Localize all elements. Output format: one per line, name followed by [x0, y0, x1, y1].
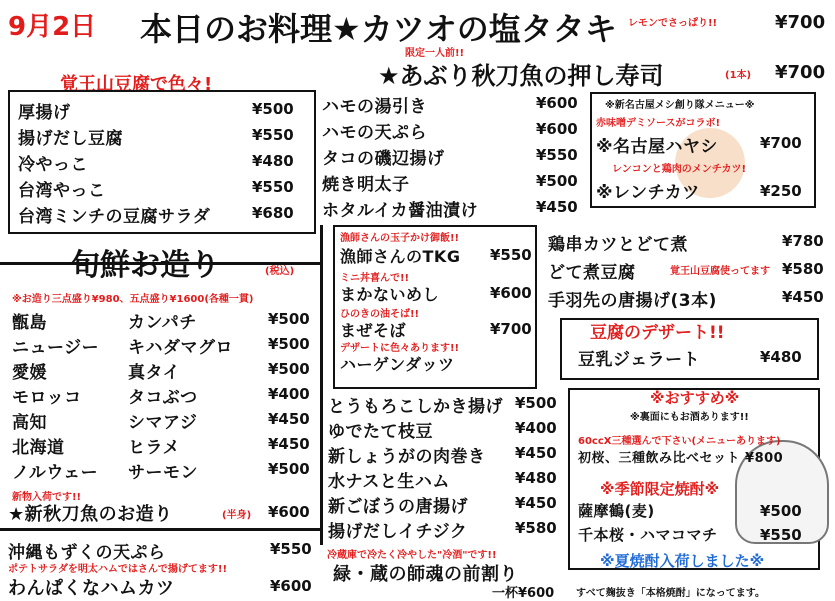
kushi-item-note: 覚王山豆腐使ってます — [670, 266, 770, 277]
fried-item-name: 新ごぼうの唐揚げ — [328, 497, 468, 517]
page-title: 本日のお料理★カツオの塩タタキ — [140, 10, 617, 48]
special-price: ¥700 — [775, 62, 826, 83]
sashimi-price: ¥500 — [268, 310, 310, 328]
hamo-item-name: タコの磯辺揚げ — [322, 149, 445, 169]
sashimi-price: ¥450 — [268, 410, 310, 428]
rice-heading: 漁師さんの玉子かけ御飯!! — [340, 233, 460, 244]
sashimi-new-qty: (半身) — [222, 510, 252, 521]
hamo-item-name: ハモの天ぷら — [322, 123, 427, 143]
sashimi-new-note: 新物入荷です!! — [12, 492, 82, 503]
nagoya-price2: ¥250 — [760, 182, 802, 200]
divider-vertical — [320, 225, 323, 545]
rice-item-price: ¥700 — [490, 320, 532, 338]
rice-item-note: デザートに色々あります!! — [340, 343, 460, 354]
sake-item: 緑・蔵の師魂の前割り — [333, 564, 518, 585]
fried-item-name: とうもろこしかき揚げ — [328, 397, 503, 417]
fried-item-price: ¥480 — [515, 469, 557, 487]
hamo-item-price: ¥450 — [536, 198, 578, 216]
sashimi-fish: カンパチ — [128, 313, 197, 333]
tofu-item-price: ¥480 — [252, 152, 294, 170]
sashimi-note: ※お造り三点盛り¥980、五点盛り¥1600(各種一貫) — [12, 294, 254, 305]
sashimi-fish: タコぶつ — [128, 388, 198, 408]
bottom-left-item2: わんぱくなハムカツ — [8, 578, 175, 599]
fried-item-price: ¥450 — [515, 444, 557, 462]
kushi-item-name: 鶏串カツとどて煮 — [548, 235, 688, 255]
sashimi-price: ¥500 — [268, 460, 310, 478]
hamo-item-price: ¥500 — [536, 172, 578, 190]
rice-item-price: ¥600 — [490, 284, 532, 302]
tofu-item-price: ¥500 — [252, 100, 294, 118]
rice-item-name: まぜそば — [340, 321, 407, 340]
special-note: 限定一人前!! — [405, 48, 465, 59]
hamo-item-name: ハモの湯引き — [322, 97, 427, 117]
fried-item-price: ¥450 — [515, 494, 557, 512]
sashimi-origin: ニュージー — [12, 338, 100, 358]
sashimi-fish: キハダマグロ — [128, 338, 233, 358]
fried-item-price: ¥500 — [515, 394, 557, 412]
rice-item-name: ハーゲンダッツ — [340, 355, 455, 374]
tofu-item-price: ¥550 — [252, 126, 294, 144]
special-item: ★あぶり秋刀魚の押し寿司 — [378, 62, 664, 90]
shochu2: 千本桜・ハマコマチ — [578, 526, 718, 544]
sashimi-origin: 北海道 — [12, 438, 65, 458]
dessert-heading: 豆腐のデザート!! — [590, 323, 725, 343]
osusume-note2: 60ccX三種選んで下さい(メニューあります) — [578, 436, 781, 447]
tofu-item-name: 揚げだし豆腐 — [18, 129, 123, 149]
kushi-item-price: ¥450 — [782, 288, 824, 306]
rice-item-name: まかないめし — [340, 285, 440, 304]
kushi-item-price: ¥780 — [782, 232, 824, 250]
sashimi-origin: モロッコ — [12, 388, 82, 408]
title-price: ¥700 — [775, 12, 826, 33]
tofu-item-name: 厚揚げ — [18, 103, 71, 123]
bottom-left-price2: ¥600 — [270, 577, 312, 595]
tofu-item-name: 台湾ミンチの豆腐サラダ — [18, 207, 211, 227]
sashimi-origin: 高知 — [12, 413, 47, 433]
osusume-note1: ※裏面にもお酒あります!! — [630, 412, 749, 423]
nagoya-note2: レンコンと鶏肉のメンチカツ! — [612, 164, 747, 175]
bottom-left-price1: ¥550 — [270, 540, 312, 558]
nagoya-heading: ※新名古屋メシ創り隊メニュー※ — [605, 100, 755, 111]
fried-item-name: 水ナスと生ハム — [328, 472, 450, 492]
tofu-item-name: 台湾やっこ — [18, 181, 106, 201]
sashimi-fish: 真タイ — [128, 363, 181, 383]
sashimi-price: ¥500 — [268, 335, 310, 353]
fried-item-price: ¥400 — [515, 419, 557, 437]
osusume-heading: ※おすすめ※ — [650, 389, 740, 407]
sashimi-fish: ヒラメ — [128, 438, 180, 458]
osusume-item1: 初桜、三種飲み比べセット ¥800 — [578, 451, 784, 466]
fried-item-price: ¥580 — [515, 519, 557, 537]
sashimi-fish: シマアジ — [128, 413, 198, 433]
cold-note: 冷蔵庫で冷たく冷やした"冷酒"です!! — [327, 550, 497, 561]
sake-price: 一杯¥600 — [492, 586, 555, 601]
dessert-item: 豆乳ジェラート — [578, 350, 701, 370]
kushi-item-name: どて煮豆腐 — [548, 263, 636, 283]
shochu1-price: ¥500 — [760, 502, 802, 520]
hamo-item-price: ¥600 — [536, 120, 578, 138]
hamo-item-name: 焼き明太子 — [322, 175, 410, 195]
special-qty: (1本) — [725, 70, 752, 81]
sashimi-price: ¥450 — [268, 435, 310, 453]
tofu-item-price: ¥550 — [252, 178, 294, 196]
sashimi-price: ¥400 — [268, 385, 310, 403]
sashimi-fish: サーモン — [128, 463, 198, 483]
sashimi-price: ¥500 — [268, 360, 310, 378]
tofu-item-price: ¥680 — [252, 204, 294, 222]
hamo-item-price: ¥600 — [536, 94, 578, 112]
bottom-note: すべて麹抜き「本格焼酎」になってます。 — [576, 588, 765, 599]
sashimi-heading-note: (税込) — [265, 266, 295, 277]
hamo-item-name: ホタルイカ醤油漬け — [322, 201, 479, 221]
rice-item-price: ¥550 — [490, 246, 532, 264]
rice-item-name: 漁師さんのTKG — [340, 247, 461, 266]
dessert-price: ¥480 — [760, 348, 802, 366]
fried-item-name: ゆでたて枝豆 — [328, 422, 433, 442]
rice-item-note: ひのきの油そば!! — [340, 309, 420, 320]
sashimi-new-price: ¥600 — [268, 503, 310, 521]
sashimi-origin: ノルウェー — [12, 463, 99, 483]
sashimi-new-item: ★新秋刀魚のお造り — [8, 504, 173, 525]
fried-item-name: 新しょうがの肉巻き — [328, 447, 486, 467]
bottom-left-item1: 沖縄もずくの天ぷら — [8, 543, 166, 563]
sashimi-origin: 甑島 — [12, 313, 47, 333]
sashimi-heading: 旬鮮お造り — [70, 248, 220, 283]
nagoya-item2: ※レンチカツ — [596, 183, 700, 203]
shochu1: 薩摩鶴(麦) — [578, 502, 655, 520]
nagoya-note1: 赤味噌デミソースがコラボ! — [596, 118, 721, 129]
date-label: 9月2日 — [8, 12, 97, 42]
title-note: レモンでさっぱり!! — [628, 18, 718, 29]
kushi-item-price: ¥580 — [782, 260, 824, 278]
kushi-item-name: 手羽先の唐揚げ(3本) — [548, 291, 717, 311]
rice-item-note: ミニ丼喜んで!! — [340, 273, 410, 284]
shochu-heading: ※季節限定焼酎※ — [600, 480, 720, 498]
divider-bottom-left — [0, 528, 320, 531]
sashimi-origin: 愛媛 — [12, 363, 47, 383]
bottom-left-note: ポテトサラダを明太ハムではさんで揚げてます!! — [8, 564, 228, 575]
fried-item-name: 揚げだしイチジク — [328, 522, 468, 542]
summer-heading: ※夏焼酎入荷しました※ — [600, 552, 765, 570]
nagoya-item1: ※名古屋ハヤシ — [596, 137, 718, 157]
tofu-heading: 覚王山豆腐で色々! — [60, 74, 213, 95]
hamo-item-price: ¥550 — [536, 146, 578, 164]
tofu-item-name: 冷やっこ — [18, 155, 88, 175]
shochu2-price: ¥550 — [760, 526, 802, 544]
nagoya-price1: ¥700 — [760, 134, 802, 152]
